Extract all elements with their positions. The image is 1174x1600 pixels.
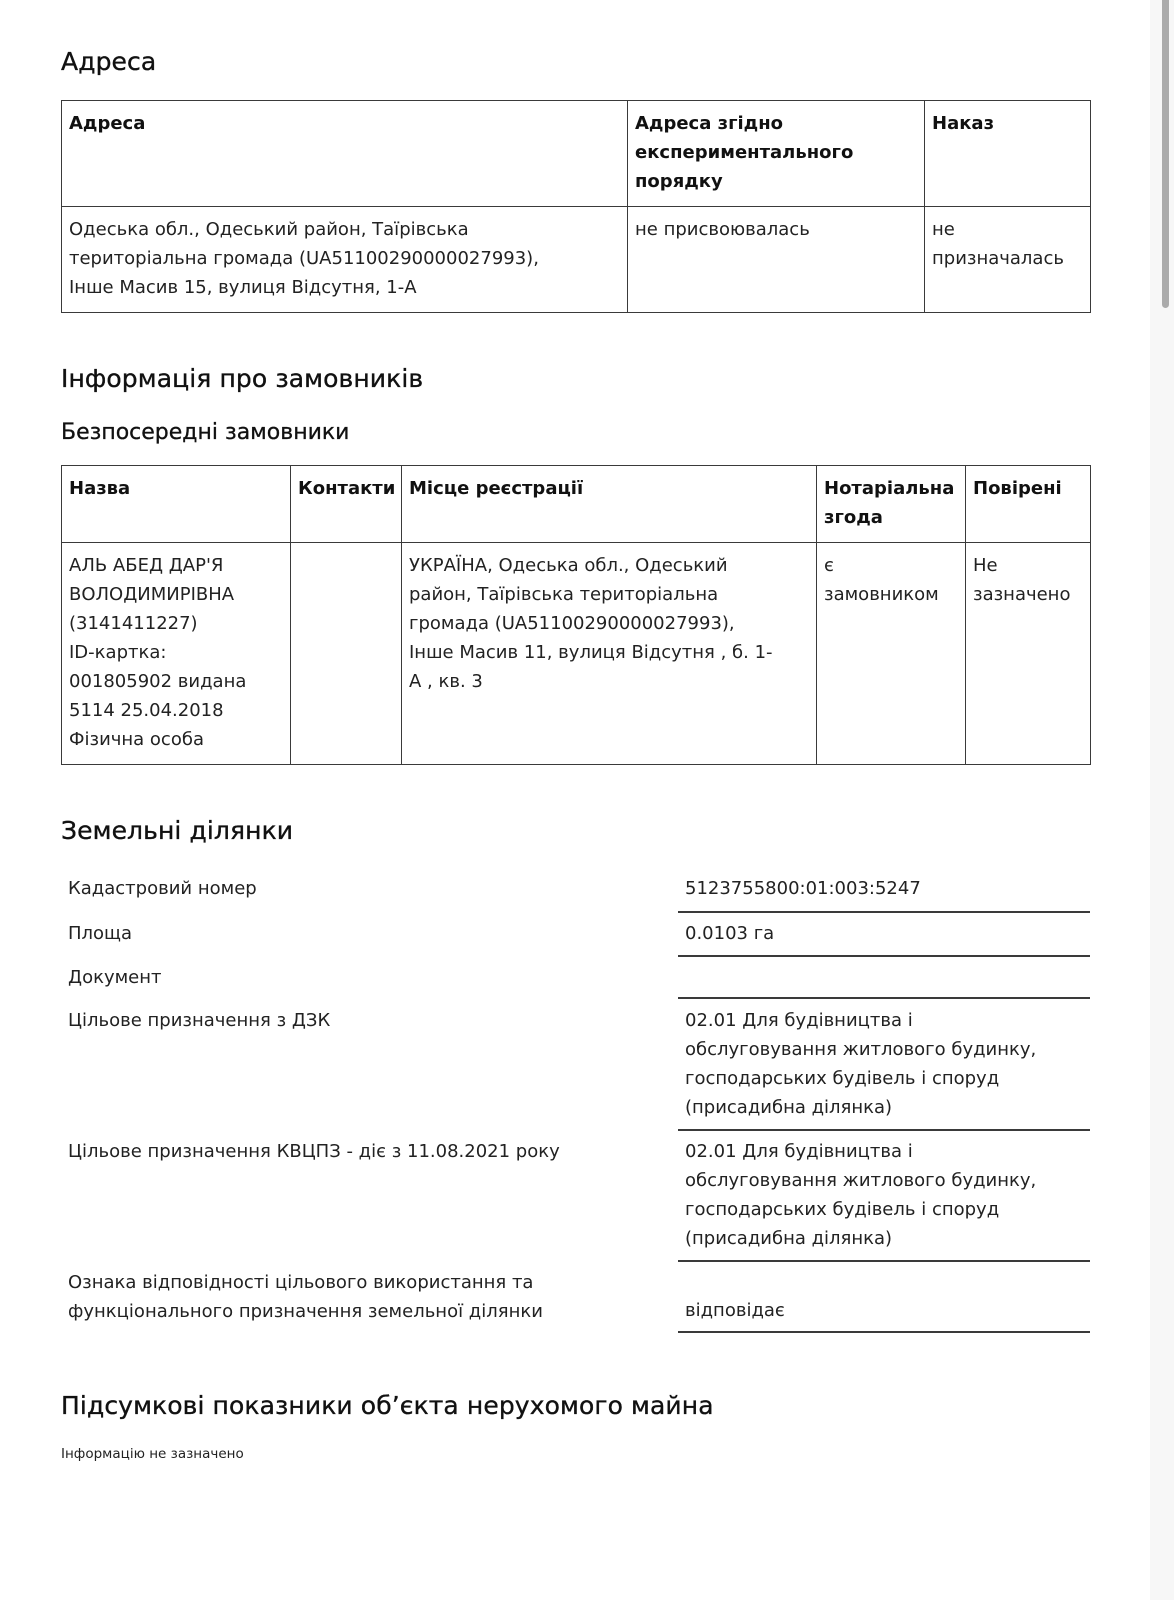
land-value-purpose-kvcpz: 02.01 Для будівництва і обслуговування житлового будинку, господарських будівель і споруд (присадибна ділянка) xyxy=(678,1137,1090,1262)
customers-header-notary: Нотаріальна згода xyxy=(817,466,966,543)
land-value-compliance: відповідає xyxy=(678,1268,1090,1333)
land-label-area: Площа xyxy=(68,923,133,944)
address-header-address: Адреса xyxy=(62,101,628,207)
direct-customers-subtitle: Безпосередні замовники xyxy=(61,420,350,445)
land-value-purpose-dzk: 02.01 Для будівництва і обслуговування житлового будинку, господарських будівель і споруд (присадибна ділянка) xyxy=(678,1006,1090,1131)
land-label-purpose-kvcpz: Цільове призначення КВЦПЗ - діє з 11.08.2021 року xyxy=(68,1141,560,1162)
vertical-scrollbar[interactable] xyxy=(1150,0,1174,1600)
customers-header-contacts: Контакти xyxy=(291,466,402,543)
customers-section-title: Інформація про замовників xyxy=(61,364,424,393)
land-value-document xyxy=(678,963,1090,999)
customer-cell-representatives: Не зазначено xyxy=(966,543,1091,765)
address-table xyxy=(61,100,1091,313)
summary-note: Інформацію не зазначено xyxy=(61,1446,244,1462)
land-label-cadastral: Кадастровий номер xyxy=(68,878,257,899)
land-label-document: Документ xyxy=(68,967,162,988)
address-header-order: Наказ xyxy=(925,101,1091,207)
land-section-title: Земельні ділянки xyxy=(61,816,294,845)
land-label-purpose-dzk: Цільове призначення з ДЗК xyxy=(68,1010,331,1031)
customers-table-row xyxy=(62,543,1091,765)
address-header-experimental: Адреса згідно експериментального порядку xyxy=(628,101,925,207)
address-section-title: Адреса xyxy=(61,47,157,76)
customer-cell-notary: є замовником xyxy=(817,543,966,765)
customer-cell-name: АЛЬ АБЕД ДАР'Я ВОЛОДИМИРІВНА (3141411227) ID-картка: 001805902 видана 5114 25.04.2018 Фізична особа xyxy=(62,543,291,765)
land-label-compliance: Ознака відповідності цільового використання та функціонального призначення земельної ділянки xyxy=(68,1272,543,1322)
scrollbar-thumb[interactable] xyxy=(1162,0,1169,308)
customers-header-registration: Місце реєстрації xyxy=(402,466,817,543)
customers-header-representatives: Повірені xyxy=(966,466,1091,543)
address-table-row xyxy=(62,207,1091,313)
customers-table-header-row xyxy=(62,466,1091,543)
summary-section-title: Підсумкові показники об’єкта нерухомого майна xyxy=(61,1391,714,1420)
land-value-area: 0.0103 га xyxy=(678,919,1090,957)
customers-header-name: Назва xyxy=(62,466,291,543)
address-cell-address: Одеська обл., Одеський район, Таїрівська територіальна громада (UA51100290000027993), Інше Масив 15, вулиця Відсутня, 1-А xyxy=(62,207,628,313)
customers-table xyxy=(61,465,1091,765)
address-cell-experimental: не присвоювалась xyxy=(628,207,925,313)
customer-cell-registration: УКРАЇНА, Одеська обл., Одеський район, Таїрівська територіальна громада (UA51100290000027993), Інше Масив 11, вулиця Відсутня , б. 1- А , кв. 3 xyxy=(402,543,817,765)
address-table-header-row xyxy=(62,101,1091,207)
customer-cell-contacts xyxy=(291,543,402,765)
address-cell-order: не призначалась xyxy=(925,207,1091,313)
land-value-cadastral: 5123755800:01:003:5247 xyxy=(678,874,1090,913)
